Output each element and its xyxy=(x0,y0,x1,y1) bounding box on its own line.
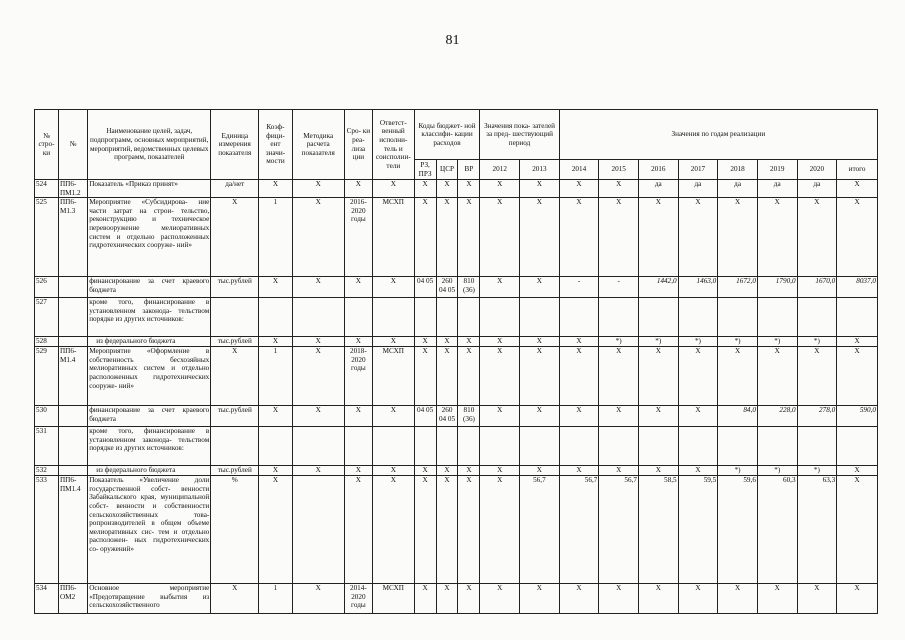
row-value: 59,6 xyxy=(718,476,758,584)
row-value: X xyxy=(599,466,639,476)
row-number: 534 xyxy=(35,584,59,614)
row-value xyxy=(599,298,639,337)
row-responsible: МСХП xyxy=(372,584,414,614)
row-value: X xyxy=(559,584,599,614)
row-value: 278,0 xyxy=(797,406,837,427)
row-csr xyxy=(436,298,458,337)
row-number: 527 xyxy=(35,298,59,337)
row-value: *) xyxy=(718,466,758,476)
table-row xyxy=(35,277,878,298)
row-value: X xyxy=(480,277,520,298)
row-value: X xyxy=(520,406,560,427)
row-value: X xyxy=(678,198,718,277)
row-coefficient: X xyxy=(259,476,292,584)
row-unit xyxy=(211,298,259,337)
row-value xyxy=(797,427,837,466)
row-value: да xyxy=(718,180,758,198)
row-code xyxy=(58,466,87,476)
row-value: X xyxy=(599,198,639,277)
row-unit: X xyxy=(211,198,259,277)
row-value: X xyxy=(559,347,599,406)
row-value: *) xyxy=(757,466,797,476)
row-csr: X xyxy=(436,347,458,406)
row-rz: X xyxy=(414,337,436,347)
row-coefficient: 1 xyxy=(259,198,292,277)
row-coefficient: 1 xyxy=(259,347,292,406)
row-responsible xyxy=(372,298,414,337)
row-value: X xyxy=(757,584,797,614)
row-vr xyxy=(458,427,480,466)
row-value: X xyxy=(757,198,797,277)
row-value xyxy=(757,298,797,337)
row-method xyxy=(292,476,344,584)
row-value xyxy=(599,427,639,466)
row-value: X xyxy=(638,466,678,476)
row-method: X xyxy=(292,406,344,427)
row-csr xyxy=(436,427,458,466)
row-code: ПП6- ПМ1.2 xyxy=(58,180,87,198)
row-responsible: X xyxy=(372,277,414,298)
row-method: X xyxy=(292,277,344,298)
row-terms xyxy=(344,427,372,466)
row-method xyxy=(292,427,344,466)
row-csr: X xyxy=(436,584,458,614)
row-value: 8037,0 xyxy=(837,277,878,298)
row-number: 524 xyxy=(35,180,59,198)
row-name: финансирование за счет краевого бюджета xyxy=(88,406,211,427)
row-coefficient: X xyxy=(259,277,292,298)
row-value: да xyxy=(678,180,718,198)
row-value xyxy=(638,298,678,337)
row-name: финансирование за счет краевого бюджета xyxy=(88,277,211,298)
row-value: 84,0 xyxy=(718,406,758,427)
row-value: 56,7 xyxy=(559,476,599,584)
row-value: *) xyxy=(797,337,837,347)
row-name: из федерального бюджета xyxy=(88,466,211,476)
row-value xyxy=(520,427,560,466)
header-number: № xyxy=(58,110,87,180)
row-value: X xyxy=(480,466,520,476)
row-number: 530 xyxy=(35,406,59,427)
header-code-col: ЦСР xyxy=(436,160,458,180)
row-value xyxy=(480,427,520,466)
row-value: X xyxy=(678,466,718,476)
header-year: 2018 xyxy=(718,160,758,180)
row-unit xyxy=(211,427,259,466)
row-vr: X xyxy=(458,476,480,584)
table-row xyxy=(35,347,878,406)
row-rz xyxy=(414,427,436,466)
row-responsible: X xyxy=(372,476,414,584)
row-value: X xyxy=(718,584,758,614)
row-terms: X xyxy=(344,406,372,427)
row-value xyxy=(559,298,599,337)
row-terms: X xyxy=(344,337,372,347)
row-value: 1672,0 xyxy=(718,277,758,298)
header-year: 2013 xyxy=(520,160,560,180)
row-csr: X xyxy=(436,337,458,347)
row-value: X xyxy=(638,347,678,406)
row-code xyxy=(58,337,87,347)
row-terms: X xyxy=(344,476,372,584)
header-unit: Единица измерения показателя xyxy=(211,110,259,180)
row-value xyxy=(638,427,678,466)
row-number: 529 xyxy=(35,347,59,406)
row-value: X xyxy=(480,347,520,406)
row-unit: тыс.рублей xyxy=(211,277,259,298)
row-value xyxy=(718,298,758,337)
row-coefficient: X xyxy=(259,406,292,427)
row-vr: X xyxy=(458,198,480,277)
row-value: 58,5 xyxy=(638,476,678,584)
row-terms: 2018- 2020 годы xyxy=(344,347,372,406)
header-previous-values: Значения пока- зателей за пред- шествующий период xyxy=(480,110,559,160)
row-value: *) xyxy=(757,337,797,347)
row-value: *) xyxy=(599,337,639,347)
row-code xyxy=(58,427,87,466)
row-value: X xyxy=(520,466,560,476)
header-year: 2017 xyxy=(678,160,718,180)
row-code xyxy=(58,406,87,427)
row-csr: X xyxy=(436,180,458,198)
row-value: X xyxy=(638,584,678,614)
row-responsible: X xyxy=(372,406,414,427)
row-csr: X xyxy=(436,198,458,277)
row-value: да xyxy=(797,180,837,198)
row-code xyxy=(58,277,87,298)
row-method: X xyxy=(292,337,344,347)
row-number: 525 xyxy=(35,198,59,277)
header-budget-codes: Коды бюджет- ной классифи- кации расходов xyxy=(414,110,480,160)
row-value: X xyxy=(678,347,718,406)
row-vr: X xyxy=(458,584,480,614)
row-rz: X xyxy=(414,476,436,584)
row-unit: да/нет xyxy=(211,180,259,198)
row-csr: X xyxy=(436,466,458,476)
row-value xyxy=(520,298,560,337)
row-value: *) xyxy=(638,337,678,347)
row-code xyxy=(58,298,87,337)
row-value xyxy=(757,427,797,466)
program-indicators-table xyxy=(34,109,878,614)
row-terms: 2016- 2020 годы xyxy=(344,198,372,277)
row-method xyxy=(292,298,344,337)
row-value: X xyxy=(718,198,758,277)
row-value xyxy=(678,427,718,466)
row-value: X xyxy=(480,406,520,427)
header-coefficient: Коэф- фици- ент значи- мости xyxy=(259,110,292,180)
row-unit: тыс.рублей xyxy=(211,406,259,427)
row-value: 1790,0 xyxy=(757,277,797,298)
header-row-number: № стро- ки xyxy=(35,110,59,180)
row-responsible xyxy=(372,427,414,466)
row-coefficient xyxy=(259,298,292,337)
row-terms: X xyxy=(344,466,372,476)
row-value: X xyxy=(559,406,599,427)
header-year: 2014 xyxy=(559,160,599,180)
row-unit: X xyxy=(211,347,259,406)
row-coefficient: 1 xyxy=(259,584,292,614)
row-value: *) xyxy=(797,466,837,476)
row-value: X xyxy=(797,198,837,277)
row-value: X xyxy=(797,584,837,614)
row-method: X xyxy=(292,180,344,198)
header-year: 2015 xyxy=(599,160,639,180)
row-coefficient: X xyxy=(259,337,292,347)
row-value: да xyxy=(757,180,797,198)
row-value: X xyxy=(638,406,678,427)
row-code: ПП6- М1.4 xyxy=(58,347,87,406)
row-vr: X xyxy=(458,180,480,198)
row-value: X xyxy=(520,337,560,347)
row-vr: X xyxy=(458,466,480,476)
row-value: X xyxy=(837,337,878,347)
row-number: 526 xyxy=(35,277,59,298)
row-value xyxy=(559,427,599,466)
row-value: X xyxy=(480,180,520,198)
table-row xyxy=(35,466,878,476)
table-row xyxy=(35,337,878,347)
row-method: X xyxy=(292,466,344,476)
row-rz: X xyxy=(414,180,436,198)
row-value: - xyxy=(559,277,599,298)
header-method: Методика расчета показателя xyxy=(292,110,344,180)
row-rz: 04 05 xyxy=(414,277,436,298)
header-year: 2016 xyxy=(638,160,678,180)
header-year: 2019 xyxy=(757,160,797,180)
row-value: X xyxy=(757,347,797,406)
row-vr: 810 (36) xyxy=(458,277,480,298)
row-code: ПП6- ОМ2 xyxy=(58,584,87,614)
header-year: 2020 xyxy=(797,160,837,180)
row-value: 590,0 xyxy=(837,406,878,427)
row-value: 228,0 xyxy=(757,406,797,427)
header-code-col: ВР xyxy=(458,160,480,180)
row-value: X xyxy=(559,337,599,347)
table-row xyxy=(35,476,878,584)
row-terms: X xyxy=(344,180,372,198)
row-value: *) xyxy=(718,337,758,347)
table-row xyxy=(35,180,878,198)
row-value: X xyxy=(837,180,878,198)
row-value: X xyxy=(599,347,639,406)
row-value: X xyxy=(599,584,639,614)
row-value: да xyxy=(638,180,678,198)
row-value xyxy=(837,427,878,466)
row-value xyxy=(718,427,758,466)
row-value: 60,3 xyxy=(757,476,797,584)
row-value: 63,3 xyxy=(797,476,837,584)
row-name: кроме того, финансирование в установленном законода- тельством порядке из других источников: xyxy=(88,298,211,337)
row-responsible: X xyxy=(372,466,414,476)
row-vr xyxy=(458,298,480,337)
row-csr: 260 04 05 xyxy=(436,277,458,298)
row-coefficient: X xyxy=(259,180,292,198)
row-rz: X xyxy=(414,584,436,614)
row-rz xyxy=(414,298,436,337)
row-value: *) xyxy=(678,337,718,347)
row-value: X xyxy=(638,198,678,277)
row-value: X xyxy=(480,337,520,347)
row-method: X xyxy=(292,347,344,406)
row-rz: X xyxy=(414,347,436,406)
row-coefficient: X xyxy=(259,466,292,476)
row-value: X xyxy=(559,466,599,476)
table-row xyxy=(35,584,878,614)
row-value: X xyxy=(480,584,520,614)
row-csr: 260 04 05 xyxy=(436,406,458,427)
row-name: Показатель «Увеличение доли государственной собст- венности Забайкальского края, муниципальной собст- венности и собственности сельскохозяйственных това- ропроизводителей в общем объеме мелиоративных сис- тем и отдельно расположен- ных гидротехнических со- оружений» xyxy=(88,476,211,584)
row-terms xyxy=(344,298,372,337)
row-terms: 2014- 2020 годы xyxy=(344,584,372,614)
row-unit: тыс.рублей xyxy=(211,466,259,476)
row-name: Показатель «Приказ принят» xyxy=(88,180,211,198)
row-value xyxy=(837,298,878,337)
row-value: X xyxy=(480,198,520,277)
row-name: Мероприятие «Субсидирова- ние части затрат на строи- тельство, реконструкцию и техническое перевооружение мелиоративных систем и отдельно расположенных гидротехнических сооруже- ний» xyxy=(88,198,211,277)
row-number: 533 xyxy=(35,476,59,584)
header-year: итого xyxy=(837,160,878,180)
row-number: 532 xyxy=(35,466,59,476)
row-value: X xyxy=(520,198,560,277)
row-value: X xyxy=(678,406,718,427)
row-method: X xyxy=(292,584,344,614)
row-value: X xyxy=(559,198,599,277)
row-csr: X xyxy=(436,476,458,584)
row-code: ПП6- М1.3 xyxy=(58,198,87,277)
row-coefficient xyxy=(259,427,292,466)
row-value: X xyxy=(797,347,837,406)
table-row xyxy=(35,198,878,277)
header-responsible: Ответст- венный исполни- тель и соисполни- тели xyxy=(372,110,414,180)
row-value: 1442,0 xyxy=(638,277,678,298)
row-responsible: МСХП xyxy=(372,198,414,277)
row-value: X xyxy=(520,180,560,198)
row-responsible: X xyxy=(372,337,414,347)
row-value: - xyxy=(599,277,639,298)
row-vr: 810 (36) xyxy=(458,406,480,427)
table-body xyxy=(35,180,878,614)
row-responsible: МСХП xyxy=(372,347,414,406)
table-row xyxy=(35,298,878,337)
row-unit: X xyxy=(211,584,259,614)
header-values-by-year: Значения по годам реализации xyxy=(559,110,877,160)
row-value: X xyxy=(559,180,599,198)
row-name: Основное мероприятие «Предотвращение выбытия из сельскохозяйственного xyxy=(88,584,211,614)
row-value: X xyxy=(837,347,878,406)
row-vr: X xyxy=(458,337,480,347)
row-value: X xyxy=(520,584,560,614)
row-rz: X xyxy=(414,198,436,277)
row-rz: X xyxy=(414,466,436,476)
row-name: Мероприятие «Оформление в собственность бесхозяйных мелиоративных систем и отдельно расположенных гидротехнических сооруже- ний» xyxy=(88,347,211,406)
row-unit: тыс.рублей xyxy=(211,337,259,347)
row-method: X xyxy=(292,198,344,277)
row-value: X xyxy=(837,476,878,584)
header-year: 2012 xyxy=(480,160,520,180)
row-code: ПП6- ПМ1.4 xyxy=(58,476,87,584)
row-value: X xyxy=(520,277,560,298)
row-unit: % xyxy=(211,476,259,584)
table-row xyxy=(35,406,878,427)
row-value: X xyxy=(480,476,520,584)
row-vr: X xyxy=(458,347,480,406)
row-value: 56,7 xyxy=(599,476,639,584)
row-value: 1463,0 xyxy=(678,277,718,298)
row-value: X xyxy=(837,198,878,277)
header-name: Наименование целей, задач, подпрограмм, основных мероприятий, мероприятий, ведомственных целевых программ, показателей xyxy=(88,110,211,180)
row-value xyxy=(797,298,837,337)
row-value: X xyxy=(599,406,639,427)
row-value: X xyxy=(837,584,878,614)
row-responsible: X xyxy=(372,180,414,198)
row-value: X xyxy=(837,466,878,476)
table-row xyxy=(35,427,878,466)
row-value: X xyxy=(520,347,560,406)
row-value: 59,5 xyxy=(678,476,718,584)
header-code-col: РЗ, ПРЗ xyxy=(414,160,436,180)
row-terms: X xyxy=(344,277,372,298)
row-value: X xyxy=(718,347,758,406)
header-terms: Сро- ки реа- лиза ции xyxy=(344,110,372,180)
row-value: X xyxy=(678,584,718,614)
row-rz: 04 05 xyxy=(414,406,436,427)
row-value: X xyxy=(599,180,639,198)
row-number: 531 xyxy=(35,427,59,466)
page-number: 81 xyxy=(445,33,460,48)
row-value: 1670,0 xyxy=(797,277,837,298)
row-name: из федерального бюджета xyxy=(88,337,211,347)
row-number: 528 xyxy=(35,337,59,347)
row-value xyxy=(678,298,718,337)
row-value xyxy=(480,298,520,337)
row-name: кроме того, финансирование в установленном законода- тельством порядке из других источников: xyxy=(88,427,211,466)
row-value: 56,7 xyxy=(520,476,560,584)
